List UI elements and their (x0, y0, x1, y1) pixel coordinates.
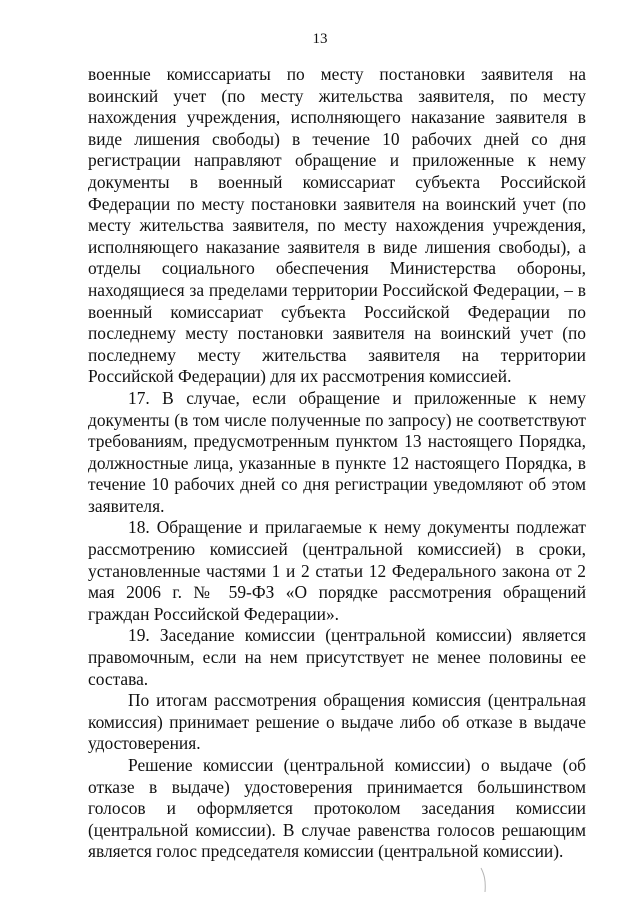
paragraph-item-19: 19. Заседание комиссии (центральной комиссии) является правомочным, если на нем присутствует не менее половины ее состава. (88, 625, 586, 689)
paragraph-continuation: военные комиссариаты по месту постановки заявителя на воинский учет (по месту жительства заявителя, по месту нахождения учреждения, исполняющего наказание заявителя в виде лишения свободы) в течение 10 рабочих дней со дня регистрации направляют обращение и приложенные к нему документы в военный комиссариат субъекта Российской Федерации по месту постановки заявителя на воинский учет (по месту жительства заявителя, по месту нахождения учреждения, исполняющего наказание заявителя в виде лишения свободы), а отделы социального обеспечения Министерства обороны, находящиеся за пределами территории Российской Федерации, – в военный комиссариат субъекта Российской Федерации по последнему месту постановки заявителя на воинский учет (по последнему месту жительства заявителя на территории Российской Федерации) для их рассмотрения комиссией. (88, 64, 586, 387)
paragraph-voting: Решение комиссии (центральной комиссии) о выдаче (об отказе в выдаче) удостоверения принимается большинством голосов и оформляется протоколом заседания комиссии (центральной комиссии). В случае равенства голосов решающим является голос председателя комиссии (центральной комиссии). (88, 755, 586, 862)
paragraph-decision: По итогам рассмотрения обращения комиссия (центральная комиссия) принимает решение о выдаче либо об отказе в выдаче удостоверения. (88, 690, 586, 754)
paragraph-item-18: 18. Обращение и прилагаемые к нему документы подлежат рассмотрению комиссией (центральной комиссией) в сроки, установленные частями 1 и 2 статьи 12 Федерального закона от 2 мая 2006 г. № 59-ФЗ «О порядке рассмотрения обращений граждан Российской Федерации». (88, 517, 586, 624)
paragraph-item-17: 17. В случае, если обращение и приложенные к нему документы (в том числе полученные по запросу) не соответствуют требованиям, предусмотренным пунктом 13 настоящего Порядка, должностные лица, указанные в пункте 12 настоящего Порядка, в течение 10 рабочих дней со дня регистрации уведомляют об этом заявителя. (88, 387, 586, 516)
document-body (88, 64, 586, 863)
scan-mark-icon (478, 866, 490, 894)
page-number: 13 (312, 31, 328, 47)
